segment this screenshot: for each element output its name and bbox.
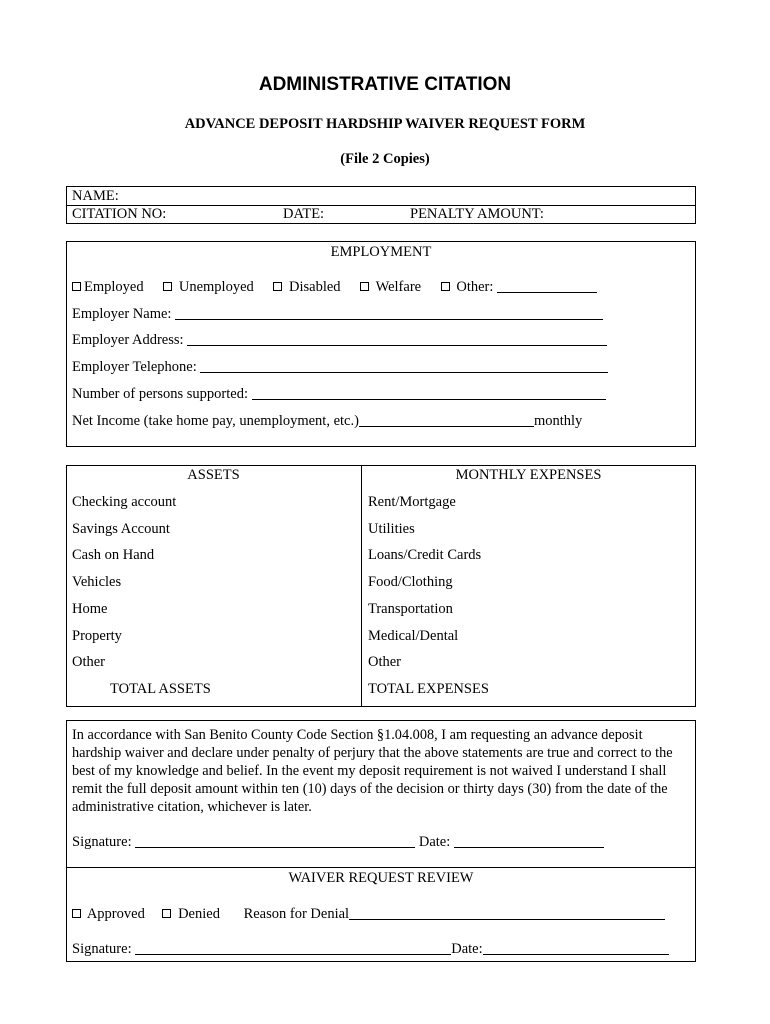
asset-item: Cash on Hand (72, 547, 155, 563)
signature-date-label: Date: (418, 834, 451, 850)
other-employment-line[interactable] (497, 280, 597, 293)
reviewer-signature-label: Signature: (72, 941, 132, 957)
penalty-amount-label: PENALTY AMOUNT: (410, 206, 544, 222)
employment-heading: EMPLOYMENT (330, 244, 432, 260)
employer-telephone-row (72, 358, 608, 376)
net-income-line[interactable] (359, 414, 534, 427)
net-income-label: Net Income (take home pay, unemployment, etc.) (72, 413, 359, 429)
date-label: DATE: (283, 206, 325, 222)
disabled-option[interactable]: Disabled (273, 279, 340, 295)
reason-for-denial: Reason for Denial (244, 906, 666, 922)
welfare-option[interactable]: Welfare (360, 279, 421, 295)
asset-item: Checking account (72, 494, 177, 510)
net-income-row (72, 412, 582, 430)
employed-option[interactable]: Employed (72, 279, 144, 295)
employer-address-row (72, 331, 607, 349)
reason-for-denial-line[interactable] (349, 907, 665, 920)
asset-item: Other (72, 654, 106, 670)
expense-item: Other (368, 654, 402, 670)
other-checkbox[interactable] (441, 282, 450, 291)
name-field-label: NAME: (72, 188, 119, 204)
declaration-signature-row (72, 833, 604, 851)
persons-supported-line[interactable] (252, 387, 606, 400)
expense-item: Rent/Mortgage (368, 494, 456, 510)
denied-option[interactable]: Denied (162, 906, 220, 922)
signature-label: Signature: (72, 834, 132, 850)
persons-supported-label: Number of persons supported: (72, 386, 248, 402)
welfare-checkbox[interactable] (360, 282, 369, 291)
expense-item: Utilities (368, 521, 415, 537)
form-title: ADMINISTRATIVE CITATION (258, 74, 512, 95)
employment-status-row (72, 278, 597, 296)
asset-item: Home (72, 601, 108, 617)
form-subtitle: ADVANCE DEPOSIT HARDSHIP WAIVER REQUEST FORM (184, 116, 586, 132)
asset-item: Vehicles (72, 574, 122, 590)
review-decision-row (72, 905, 665, 923)
citation-no-label: CITATION NO: (72, 206, 167, 222)
expense-item: Medical/Dental (368, 628, 459, 644)
review-divider (66, 867, 696, 868)
monthly-label: monthly (533, 413, 583, 429)
employer-name-label: Employer Name: (72, 306, 172, 322)
total-assets-label: TOTAL ASSETS (110, 681, 211, 697)
assets-heading: ASSETS (187, 467, 240, 483)
applicant-date-line[interactable] (454, 835, 604, 848)
approved-checkbox[interactable] (72, 909, 81, 918)
employer-name-line[interactable] (175, 307, 603, 320)
copies-note: (File 2 Copies) (340, 151, 430, 167)
applicant-signature-line[interactable] (135, 835, 415, 848)
unemployed-option[interactable]: Unemployed (163, 279, 254, 295)
employed-checkbox[interactable] (72, 282, 81, 291)
expense-item: Food/Clothing (368, 574, 453, 590)
total-expenses-label: TOTAL EXPENSES (368, 681, 489, 697)
reviewer-date-line[interactable] (483, 942, 669, 955)
employer-telephone-line[interactable] (200, 360, 608, 373)
review-signature-row (72, 940, 669, 958)
assets-expenses-divider (361, 465, 362, 707)
employer-address-line[interactable] (187, 333, 607, 346)
approved-option[interactable]: Approved (72, 906, 145, 922)
review-heading: WAIVER REQUEST REVIEW (288, 870, 474, 886)
employer-address-label: Employer Address: (72, 332, 184, 348)
unemployed-checkbox[interactable] (163, 282, 172, 291)
reviewer-signature-line[interactable] (135, 942, 451, 955)
other-option[interactable]: Other: (441, 279, 597, 295)
employer-telephone-label: Employer Telephone: (72, 359, 197, 375)
declaration-text: In accordance with San Benito County Code Section §1.04.008, I am requesting an advance deposit hardship waiver and declare under penalty of perjury that the above statements are true and correct to the best of my knowledge and belief. In the event my deposit requirement is not waived I understand I shall remit the full deposit amount within ten (10) days of the decision or thirty days (30) from the date of the administrative citation, whichever is later. (72, 727, 673, 815)
asset-item: Property (72, 628, 122, 644)
employer-name-row (72, 305, 603, 323)
reviewer-date-label: Date: (451, 941, 483, 957)
expense-item: Transportation (368, 601, 453, 617)
expenses-heading: MONTHLY EXPENSES (455, 467, 602, 483)
persons-supported-row (72, 385, 606, 403)
asset-item: Savings Account (72, 521, 170, 537)
denied-checkbox[interactable] (162, 909, 171, 918)
expense-item: Loans/Credit Cards (368, 547, 482, 563)
disabled-checkbox[interactable] (273, 282, 282, 291)
